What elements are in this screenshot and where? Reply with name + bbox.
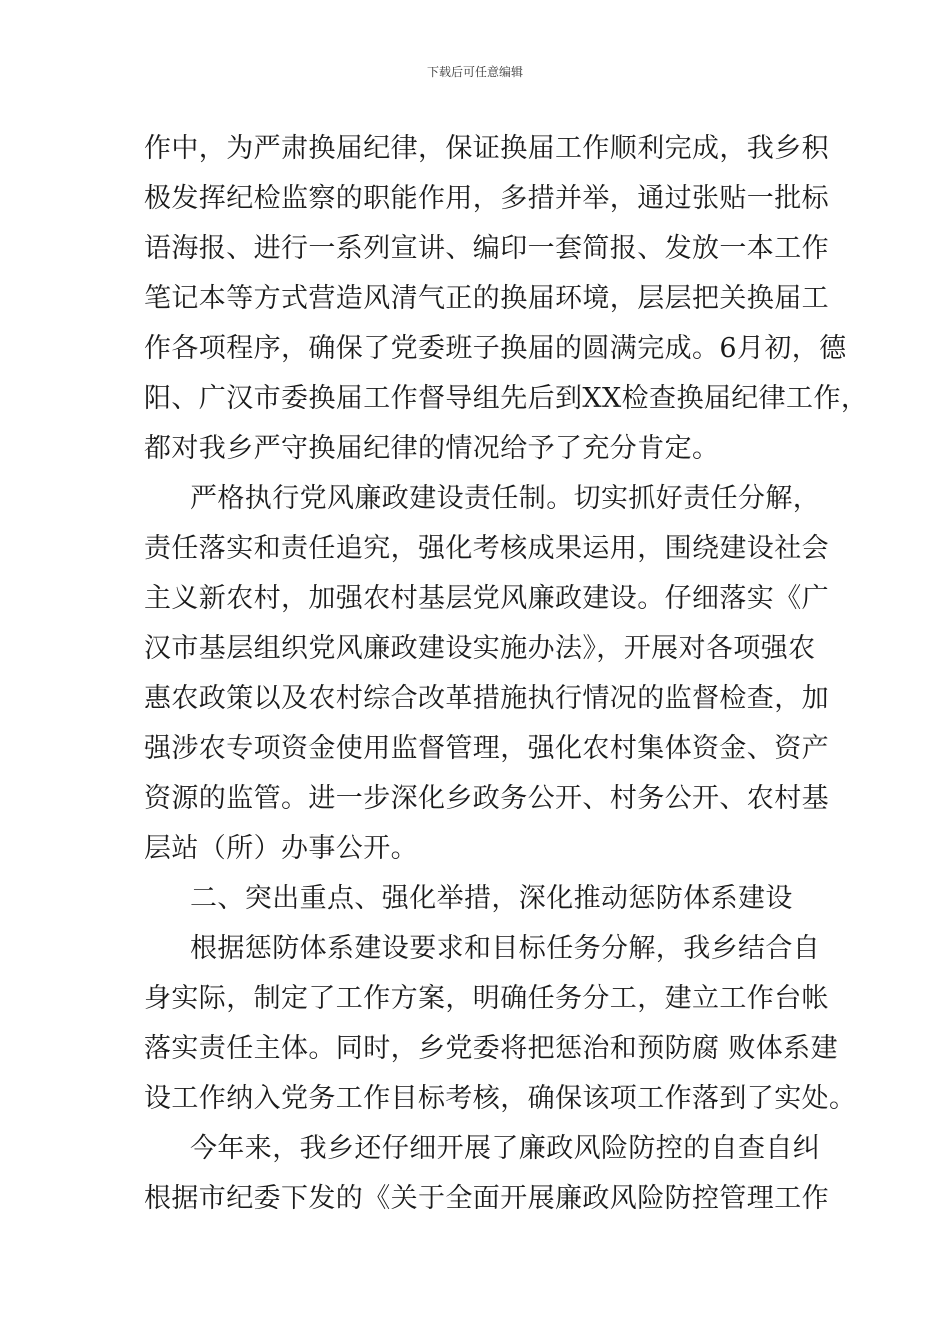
- text-line: 语海报、进行一系列宣讲、编印一套简报、发放一本工作: [144, 233, 829, 264]
- text-line: 资源的监管。进一步深化乡政务公开、村务公开、农村基: [144, 783, 829, 814]
- text-line: 身实际，制定了工作方案，明确任务分工，建立工作台帐: [144, 983, 829, 1014]
- text-line: 二、突出重点、强化举措，深化推动惩防体系建设: [190, 883, 793, 914]
- page-header: 下载后可任意编辑: [426, 65, 523, 79]
- text-line: 责任落实和责任追究，强化考核成果运用，围绕建设社会: [144, 533, 829, 564]
- text-line: 设工作纳入党务工作目标考核，确保该项工作落到了实处。: [144, 1083, 857, 1114]
- text-line: 极发挥纪检监察的职能作用，多措并举，通过张贴一批标: [144, 183, 829, 214]
- document-body: [144, 124, 869, 1224]
- text-line: 根据市纪委下发的《关于全面开展廉政风险防控管理工作: [144, 1183, 829, 1214]
- text-line: 都对我乡严守换届纪律的情况给予了充分肯定。: [144, 433, 720, 464]
- text-line: 阳、广汉市委换届工作督导组先后到XX检查换届纪律工作，: [144, 383, 869, 414]
- text-line: 层站（所）办事公开。: [144, 833, 418, 864]
- text-line: 作各项程序，确保了党委班子换届的圆满完成。6月初，德: [144, 333, 847, 364]
- text-line: 作中，为严肃换届纪律，保证换届工作顺利完成，我乡积: [144, 133, 829, 164]
- text-line: 汉市基层组织党风廉政建设实施办法》，开展对各项强农: [144, 633, 816, 664]
- text-line: 落实责任主体。同时，乡党委将把惩治和预防腐 败体系建: [144, 1033, 838, 1064]
- text-line: 强涉农专项资金使用监督管理，强化农村集体资金、资产: [144, 733, 829, 764]
- text-line: 今年来，我乡还仔细开展了廉政风险防控的自查自纠: [190, 1133, 821, 1164]
- text-line: 惠农政策以及农村综合改革措施执行情况的监督检查，加: [144, 683, 829, 714]
- text-line: 笔记本等方式营造风清气正的换届环境，层层把关换届工: [144, 283, 829, 314]
- text-line: 严格执行党风廉政建设责任制。切实抓好责任分解，: [190, 483, 821, 514]
- text-line: 主义新农村，加强农村基层党风廉政建设。仔细落实《广: [144, 583, 829, 614]
- text-line: 根据惩防体系建设要求和目标任务分解，我乡结合自: [190, 933, 821, 964]
